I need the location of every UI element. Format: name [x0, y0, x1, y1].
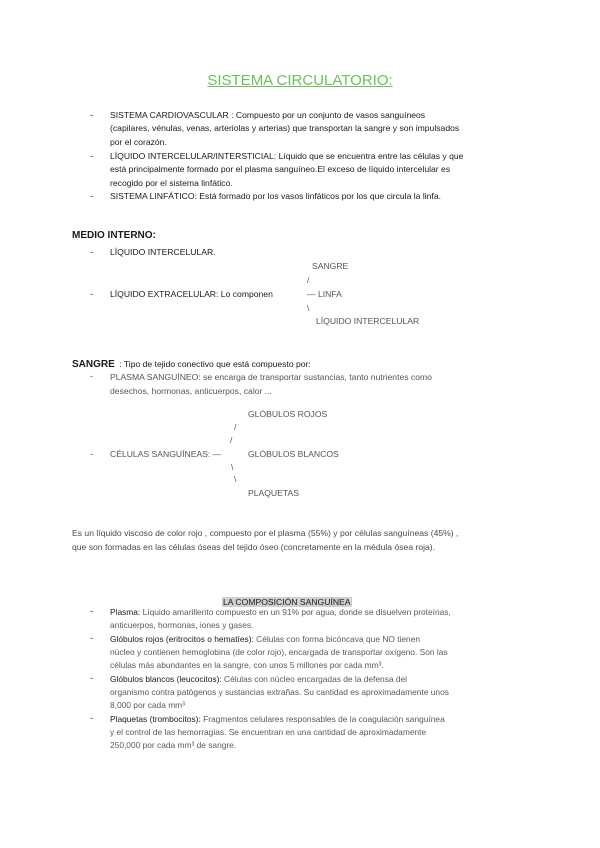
branch-slash: / [234, 422, 237, 432]
intro-item-intercelular: LÍQUIDO INTERCELULAR/INTERSTICIAL: Líquido que se encuentra entre las células y que está principalmente formado por el plasma sanguíneo.El exceso de líquido intercelular es recogido por el sistema linfático. [110, 151, 464, 188]
medio-heading: MEDIO INTERNO: [72, 230, 156, 241]
branch-slash: / [307, 275, 310, 285]
bullet-dash: - [90, 633, 93, 643]
composicion-item-plaquetas: Plaquetas (trombocitos): Fragmentos celulares responsables de la coagulación sanguínea y el control de las hemorragias. Se encuentran en una cantidad de aproximadamente 250,000 por cada mm³ de sangre. [110, 714, 445, 751]
bullet-dash: - [90, 289, 93, 299]
composicion-item-rojos: Glóbulos rojos (eritrocitos o hematíes): Células con forma bicóncava que NO tienen núcleo y contienen hemoglobina (de color rojo), encargada de transportar oxígeno. Son las células más abundantes en la sangre, con unos 5 millones por cada mm³. [110, 634, 448, 671]
intro-item-cardiovascular: SISTEMA CARDIOVASCULAR : Compuesto por un conjunto de vasos sanguíneos (capilares, vénulas, venas, arteriolas y arterias) que transportan la sangre y son impulsados por el corazón. [110, 110, 460, 147]
branch-backslash: \ [231, 462, 234, 472]
bullet-dash: - [90, 110, 93, 120]
sangre-paragraph: Es un líquido viscoso de color rojo , compuesto por el plasma (55%) y por células sanguíneas (45%) , que son formadas en las células óseas del tejido óseo (concretamente en la médula ósea roja). [72, 528, 459, 552]
composicion-item-plasma: Plasma: Líquido amarillento compuesto en un 91% por agua, donde se disuelven proteínas, anticuerpos, hormonas, iones y gases. [110, 607, 451, 631]
celulas-item: CÉLULAS SANGUÍNEAS: — [110, 449, 222, 459]
medio-item-extracelular: LÍQUIDO EXTRACELULAR: Lo componen [110, 289, 273, 299]
composicion-item-blancos: Glóbulos blancos (leucocitos): Células con núcleo encargadas de la defensa del organismo contra patógenos y sustancias extrañas. Su cantidad es aproximadamente unos 8,000 por cada mm³ [110, 674, 449, 711]
branch-liquido: LÍQUIDO INTERCELULAR [316, 316, 420, 326]
branch-blancos: GLÓBULOS BLANCOS [248, 449, 339, 459]
branch-backslash: \ [234, 474, 237, 484]
sangre-heading: SANGRE [72, 359, 115, 370]
bullet-dash: - [90, 606, 93, 616]
bullet-dash: - [90, 191, 93, 201]
branch-rojos: GLÓBULOS ROJOS [248, 409, 328, 419]
bullet-dash: - [90, 713, 93, 723]
branch-sangre: SANGRE [312, 261, 349, 271]
plasma-item: PLASMA SANGUÍNEO: se encarga de transportar sustancias, tanto nutrientes como desechos, hormonas, anticuerpos, calor ... [110, 372, 432, 396]
branch-plaquetas: PLAQUETAS [248, 488, 299, 498]
bullet-dash: - [90, 151, 93, 161]
branch-backslash: \ [307, 303, 310, 313]
sangre-heading-rest: : Tipo de tejido conectivo que está compuesto por: [119, 359, 311, 369]
composicion-heading: LA COMPOSICIÓN SANGUÍNEA [223, 597, 351, 607]
branch-linfa: — LINFA [307, 289, 342, 299]
medio-item-intercelular: LÍQUIDO INTERCELULAR. [110, 247, 216, 257]
bullet-dash: - [90, 247, 93, 257]
page-title: SISTEMA CIRCULATORIO: [207, 72, 393, 89]
bullet-dash: - [90, 371, 93, 381]
bullet-dash: - [90, 449, 93, 459]
intro-item-linfatico: SISTEMA LINFÁTICO: Está formado por los vasos linfáticos por los que circula la linfa. [110, 191, 441, 201]
bullet-dash: - [90, 673, 93, 683]
branch-slash: / [230, 435, 233, 445]
